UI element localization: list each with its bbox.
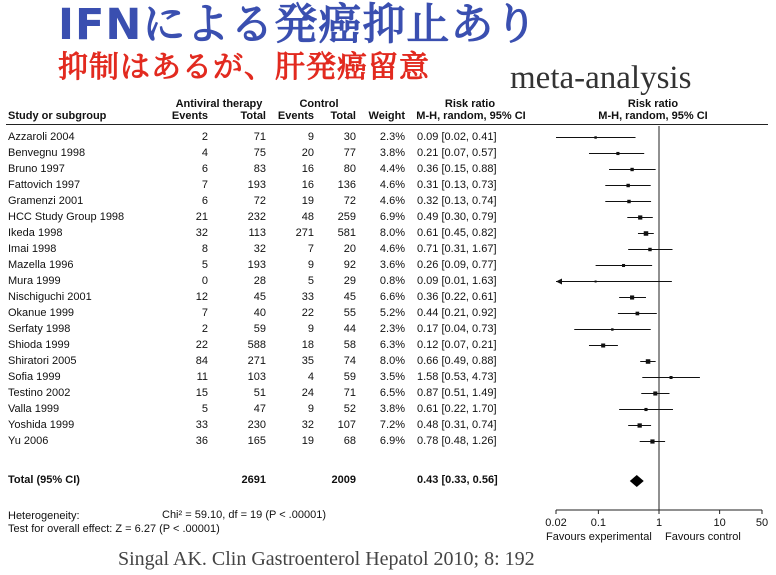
study-ev2: 20 [301,147,314,159]
header-control: Control [299,98,339,110]
study-tot2: 59 [343,371,356,383]
study-ci: 0.87 [0.51, 1.49] [417,387,497,399]
study-ev2: 19 [301,195,314,207]
study-tot1: 40 [253,307,266,319]
slide-subtitle: 抑制はあるが、肝発癌留意 [58,50,430,85]
study-name: Mura 1999 [8,275,61,287]
study-ev2: 7 [307,243,314,255]
study-ci: 0.36 [0.22, 0.61] [417,291,497,303]
study-tot1: 47 [253,403,266,415]
study-ci: 0.49 [0.30, 0.79] [417,211,497,223]
study-weight: 8.0% [379,355,405,367]
study-weight: 0.8% [379,275,405,287]
study-name: Testino 2002 [8,387,71,399]
point-estimate [650,439,654,443]
study-ev2: 16 [301,179,314,191]
study-name: Benvegnu 1998 [8,147,86,159]
study-name: Okanue 1999 [8,307,75,319]
study-tot2: 71 [343,387,356,399]
study-ci: 0.66 [0.49, 0.88] [417,355,497,367]
study-name: Bruno 1997 [8,163,65,175]
study-ev1: 12 [195,291,208,303]
point-estimate [636,312,640,316]
study-ci: 0.44 [0.21, 0.92] [417,307,497,319]
study-weight: 4.6% [379,179,405,191]
study-ev2: 18 [301,339,314,351]
study-tot1: 103 [247,371,266,383]
study-name: Valla 1999 [8,403,60,415]
study-ev2: 19 [301,435,314,447]
study-ev2: 5 [307,275,314,287]
total-label: Total (95% CI) [8,474,80,486]
study-tot2: 55 [343,307,356,319]
point-estimate [638,423,642,427]
study-name: Sofia 1999 [8,371,61,383]
study-weight: 6.3% [379,339,405,351]
point-estimate [638,215,642,219]
study-weight: 3.8% [379,403,405,415]
study-ci: 0.26 [0.09, 0.77] [417,259,497,271]
study-ev2: 9 [307,259,314,271]
header-antiviral: Antiviral therapy [175,98,263,110]
study-ev1: 2 [201,131,208,143]
total-ci: 0.43 [0.33, 0.56] [417,474,498,486]
study-ev1: 36 [195,435,208,447]
study-ev2: 24 [301,387,314,399]
study-ev1: 11 [196,371,208,383]
header-risk-ratio: Risk ratio [444,98,496,110]
point-estimate [630,295,634,299]
study-tot2: 58 [343,339,356,351]
study-ev2: 9 [307,323,314,335]
point-estimate [644,408,647,411]
header-events-1: Events [171,110,208,122]
header-rr-method: M-H, random, 95% CI [416,110,526,122]
heterogeneity-stats: Chi² = 59.10, df = 19 (P < .00001) [162,509,326,521]
study-name: Shioda 1999 [8,339,70,351]
point-estimate [670,376,673,379]
study-ci: 0.21 [0.07, 0.57] [417,147,497,159]
study-name: Mazella 1996 [8,259,74,271]
study-tot1: 75 [253,147,266,159]
point-estimate [611,328,613,330]
study-name: Shiratori 2005 [8,355,77,367]
study-tot2: 68 [343,435,356,447]
study-tot2: 136 [337,179,356,191]
total-n2: 2009 [331,474,356,486]
study-ev2: 35 [301,355,314,367]
study-ci: 0.17 [0.04, 0.73] [417,323,497,335]
overall-effect: Test for overall effect: Z = 6.27 (P < .00001) [8,523,220,535]
study-weight: 2.3% [379,323,405,335]
study-tot2: 30 [343,131,356,143]
x-tick-label: 10 [713,517,726,529]
study-name: Gramenzi 2001 [8,195,84,207]
study-weight: 3.5% [379,371,405,383]
study-tot1: 72 [253,195,266,207]
study-ci: 0.36 [0.15, 0.88] [417,163,497,175]
study-ci: 0.12 [0.07, 0.21] [417,339,497,351]
point-estimate [601,343,605,347]
meta-analysis-label: meta-analysis [510,60,692,96]
favours-control: Favours control [665,531,741,543]
study-ev1: 6 [201,195,208,207]
study-weight: 6.5% [379,387,405,399]
study-tot1: 59 [253,323,266,335]
study-weight: 4.4% [379,163,405,175]
study-ci: 1.58 [0.53, 4.73] [417,371,497,383]
total-n1: 2691 [241,474,266,486]
citation: Singal AK. Clin Gastroenterol Hepatol 2010; 8: 192 [118,548,535,570]
study-ev1: 5 [201,259,208,271]
study-weight: 3.8% [379,147,405,159]
point-estimate [622,264,625,267]
study-weight: 2.3% [379,131,405,143]
study-ev1: 22 [195,339,208,351]
ci-arrow [556,279,562,285]
study-ev2: 33 [301,291,314,303]
study-tot1: 271 [247,355,266,367]
study-ci: 0.09 [0.01, 1.63] [417,275,497,287]
point-estimate [630,168,633,171]
study-tot1: 113 [248,227,266,239]
study-name: HCC Study Group 1998 [8,211,125,223]
study-weight: 6.9% [379,435,405,447]
study-tot2: 92 [343,259,356,271]
study-weight: 6.9% [379,211,405,223]
study-tot1: 71 [253,131,266,143]
study-ev2: 4 [307,371,314,383]
header-weight: Weight [368,110,405,122]
point-estimate [653,391,657,395]
study-tot1: 165 [247,435,266,447]
point-estimate [594,136,596,138]
study-ev1: 21 [195,211,208,223]
study-ev1: 84 [195,355,208,367]
study-name: Nischiguchi 2001 [8,291,92,303]
study-ci: 0.78 [0.48, 1.26] [417,435,497,447]
study-name: Serfaty 1998 [8,323,71,335]
study-ev2: 271 [295,227,314,239]
study-ev2: 9 [307,403,314,415]
study-name: Imai 1998 [8,243,57,255]
x-tick-label: 0.1 [590,517,607,529]
study-name: Yu 2006 [8,435,49,447]
study-tot2: 72 [343,195,356,207]
study-weight: 8.0% [379,227,405,239]
study-ev1: 6 [201,163,208,175]
study-tot2: 581 [337,227,356,239]
study-ev2: 32 [301,419,314,431]
study-name: Ikeda 1998 [8,227,63,239]
study-tot2: 74 [343,355,356,367]
point-estimate [616,152,619,155]
study-tot2: 44 [343,323,356,335]
study-ev1: 32 [195,227,208,239]
point-estimate [644,231,649,236]
study-tot1: 51 [253,387,266,399]
study-ci: 0.31 [0.13, 0.73] [417,179,497,191]
study-tot2: 259 [337,211,356,223]
study-weight: 5.2% [379,307,405,319]
total-diamond [630,475,644,487]
study-tot1: 32 [253,243,266,255]
header-events-2: Events [277,110,314,122]
study-tot2: 45 [343,291,356,303]
study-ev2: 9 [307,131,314,143]
point-estimate [627,200,630,203]
x-tick-label: 1 [655,517,663,529]
study-tot1: 232 [247,211,266,223]
favours-experimental: Favours experimental [546,531,652,543]
study-ev2: 16 [301,163,314,175]
study-ci: 0.48 [0.31, 0.74] [417,419,497,431]
study-weight: 4.6% [379,195,405,207]
study-weight: 6.6% [379,291,405,303]
study-tot2: 29 [343,275,356,287]
study-weight: 3.6% [379,259,405,271]
study-ev2: 22 [301,307,314,319]
study-ev1: 7 [201,307,208,319]
study-ci: 0.32 [0.13, 0.74] [417,195,497,207]
study-name: Azzaroli 2004 [8,131,75,143]
study-ev1: 33 [195,419,208,431]
heterogeneity-label: Heterogeneity: [8,510,80,522]
study-ev1: 5 [201,403,208,415]
study-name: Fattovich 1997 [8,179,81,191]
study-tot2: 80 [343,163,356,175]
study-ci: 0.61 [0.22, 1.70] [417,403,497,415]
point-estimate [626,184,629,187]
study-tot1: 83 [253,163,266,175]
study-tot1: 230 [247,419,266,431]
x-tick-label: 0.02 [545,517,567,529]
study-tot1: 588 [247,339,266,351]
study-weight: 4.6% [379,243,405,255]
header-study: Study or subgroup [8,110,107,122]
slide-title: IFNによる発癌抑止あり [58,0,539,50]
header-total-1: Total [240,110,266,122]
study-tot2: 107 [337,419,356,431]
point-estimate [595,281,597,283]
header-rr-method-plot: M-H, random, 95% CI [598,110,708,122]
study-ci: 0.09 [0.02, 0.41] [417,131,497,143]
study-name: Yoshida 1999 [8,419,75,431]
study-ev2: 48 [301,211,314,223]
study-ci: 0.61 [0.45, 0.82] [417,227,497,239]
study-weight: 7.2% [379,419,405,431]
study-ev1: 4 [201,147,208,159]
study-ci: 0.71 [0.31, 1.67] [417,243,497,255]
study-ev1: 7 [201,179,208,191]
study-ev1: 2 [201,323,208,335]
study-ev1: 0 [201,275,208,287]
study-tot1: 193 [247,259,266,271]
point-estimate [646,359,651,364]
study-ev1: 15 [195,387,208,399]
study-tot2: 52 [343,403,356,415]
study-tot2: 20 [343,243,356,255]
header-total-2: Total [330,110,356,122]
study-tot1: 193 [247,179,266,191]
x-tick-label: 50 [755,517,769,529]
study-tot2: 77 [343,147,356,159]
study-tot1: 28 [253,275,266,287]
study-tot1: 45 [253,291,266,303]
header-risk-ratio-plot: Risk ratio [627,98,679,110]
study-ev1: 8 [201,243,208,255]
point-estimate [648,248,651,251]
